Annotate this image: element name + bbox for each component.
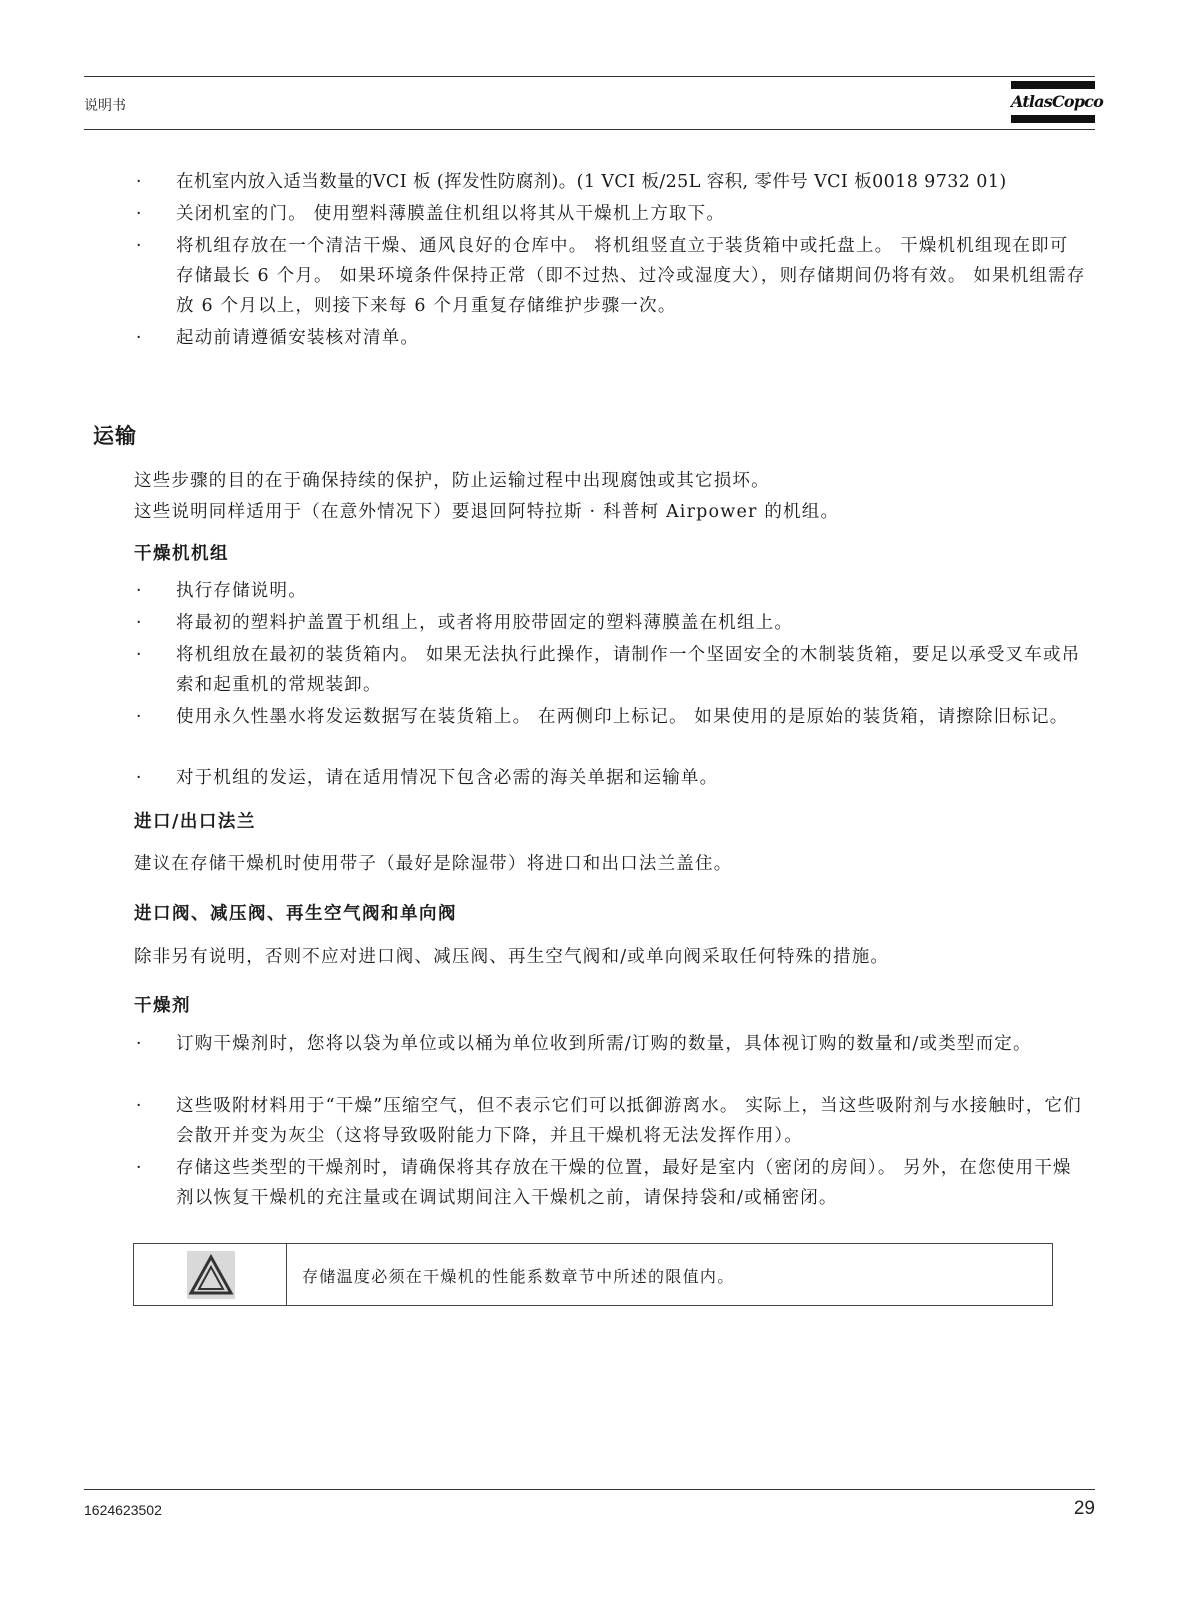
bullet-marker: · bbox=[136, 1158, 142, 1178]
document-number: 1624623502 bbox=[84, 1502, 162, 1518]
logo-bar-bottom bbox=[1011, 115, 1095, 123]
bullet-marker: · bbox=[136, 707, 142, 727]
document-type-label: 说明书 bbox=[84, 98, 126, 114]
warning-triangle-icon bbox=[187, 1251, 235, 1299]
bullet-marker: · bbox=[136, 645, 142, 665]
bullet-marker: · bbox=[136, 204, 142, 224]
list-item-text: 执行存储说明。 bbox=[176, 581, 307, 601]
list-item-text: 这些吸附材料用于“干燥”压缩空气，但不表示它们可以抵御游离水。 实际上，当这些吸附剂与水接触时，它们会散开并变为灰尘（这将导致吸附能力下降，并且干燥机将无法发挥作用）。 bbox=[176, 1096, 1082, 1146]
flanges-text: 建议在存储干燥机时使用带子（最好是除湿带）将进口和出口法兰盖住。 bbox=[134, 854, 733, 874]
subsection-title-valves: 进口阀、减压阀、再生空气阀和单向阀 bbox=[134, 904, 457, 924]
transport-intro-1: 这些步骤的目的在于确保持续的保护，防止运输过程中出现腐蚀或其它损坏。 bbox=[134, 471, 770, 491]
bullet-marker: · bbox=[136, 613, 142, 633]
note-box bbox=[133, 1243, 1053, 1306]
list-item-text: 将机组存放在一个清洁干燥、通风良好的仓库中。 将机组竖直立于装货箱中或托盘上。 干燥机机组现在即可存储最长 6 个月。 如果环境条件保持正常（即不过热、过冷或湿度大），则存储期间仍将有效。 如果机组需存放 6 个月以上，则接下来每 6 个月重复存储维护步骤一次。 bbox=[176, 236, 1086, 316]
bullet-marker: · bbox=[136, 581, 142, 601]
list-item-text: 将最初的塑料护盖置于机组上，或者将用胶带固定的塑料薄膜盖在机组上。 bbox=[176, 613, 794, 633]
bullet-marker: · bbox=[136, 1034, 142, 1054]
subsection-title-flanges: 进口/出口法兰 bbox=[134, 812, 256, 832]
list-item-text: 将机组放在最初的装货箱内。 如果无法执行此操作，请制作一个坚固安全的木制装货箱，要足以承受叉车或吊索和起重机的常规装卸。 bbox=[176, 645, 1081, 695]
list-item-text: 使用永久性墨水将发运数据写在装货箱上。 在两侧印上标记。 如果使用的是原始的装货箱，请擦除旧标记。 bbox=[176, 707, 1069, 727]
atlas-copco-logo bbox=[1011, 81, 1103, 123]
logo-bar-top bbox=[1011, 81, 1095, 89]
note-text: 存储温度必须在干燥机的性能系数章节中所述的限值内。 bbox=[302, 1267, 735, 1286]
list-item-text: 关闭机室的门。 使用塑料薄膜盖住机组以将其从干燥机上方取下。 bbox=[176, 204, 726, 224]
section-title-transport: 运输 bbox=[93, 424, 137, 448]
bullet-marker: · bbox=[136, 328, 142, 348]
subsection-title-dryer-unit: 干燥机机组 bbox=[134, 544, 229, 564]
bullet-marker: · bbox=[136, 1096, 142, 1116]
page-header bbox=[84, 76, 1103, 130]
list-item-text: 在机室内放入适当数量的VCI 板 (挥发性防腐剂)。(1 VCI 板/25L 容积, 零件号 VCI 板0018 9732 01) bbox=[176, 172, 1007, 192]
list-item-text: 对于机组的发运，请在适用情况下包含必需的海关单据和运输单。 bbox=[176, 768, 719, 788]
page-footer bbox=[84, 1489, 1095, 1519]
list-item-text: 订购干燥剂时，您将以袋为单位或以桶为单位收到所需/订购的数量，具体视订购的数量和/或类型而定。 bbox=[176, 1034, 1032, 1054]
note-icon-cell bbox=[134, 1244, 287, 1305]
list-item-text: 起动前请遵循安装核对清单。 bbox=[176, 328, 420, 348]
bullet-marker: · bbox=[136, 172, 142, 192]
valves-text: 除非另有说明，否则不应对进口阀、减压阀、再生空气阀和/或单向阀采取任何特殊的措施。 bbox=[134, 947, 890, 967]
subsection-title-desiccant: 干燥剂 bbox=[134, 996, 191, 1016]
transport-intro-2: 这些说明同样适用于（在意外情况下）要退回阿特拉斯 · 科普柯 Airpower 的机组。 bbox=[134, 502, 840, 522]
bullet-marker: · bbox=[136, 768, 142, 788]
logo-text: AtlasCopco bbox=[1011, 92, 1103, 111]
list-item-text: 存储这些类型的干燥剂时，请确保将其存放在干燥的位置，最好是室内（密闭的房间）。 另外，在您使用干燥剂以恢复干燥机的充注量或在调试期间注入干燥机之前，请保持袋和/或桶密闭。 bbox=[176, 1158, 1072, 1208]
page-number: 29 bbox=[1073, 1498, 1095, 1519]
bullet-marker: · bbox=[136, 236, 142, 256]
